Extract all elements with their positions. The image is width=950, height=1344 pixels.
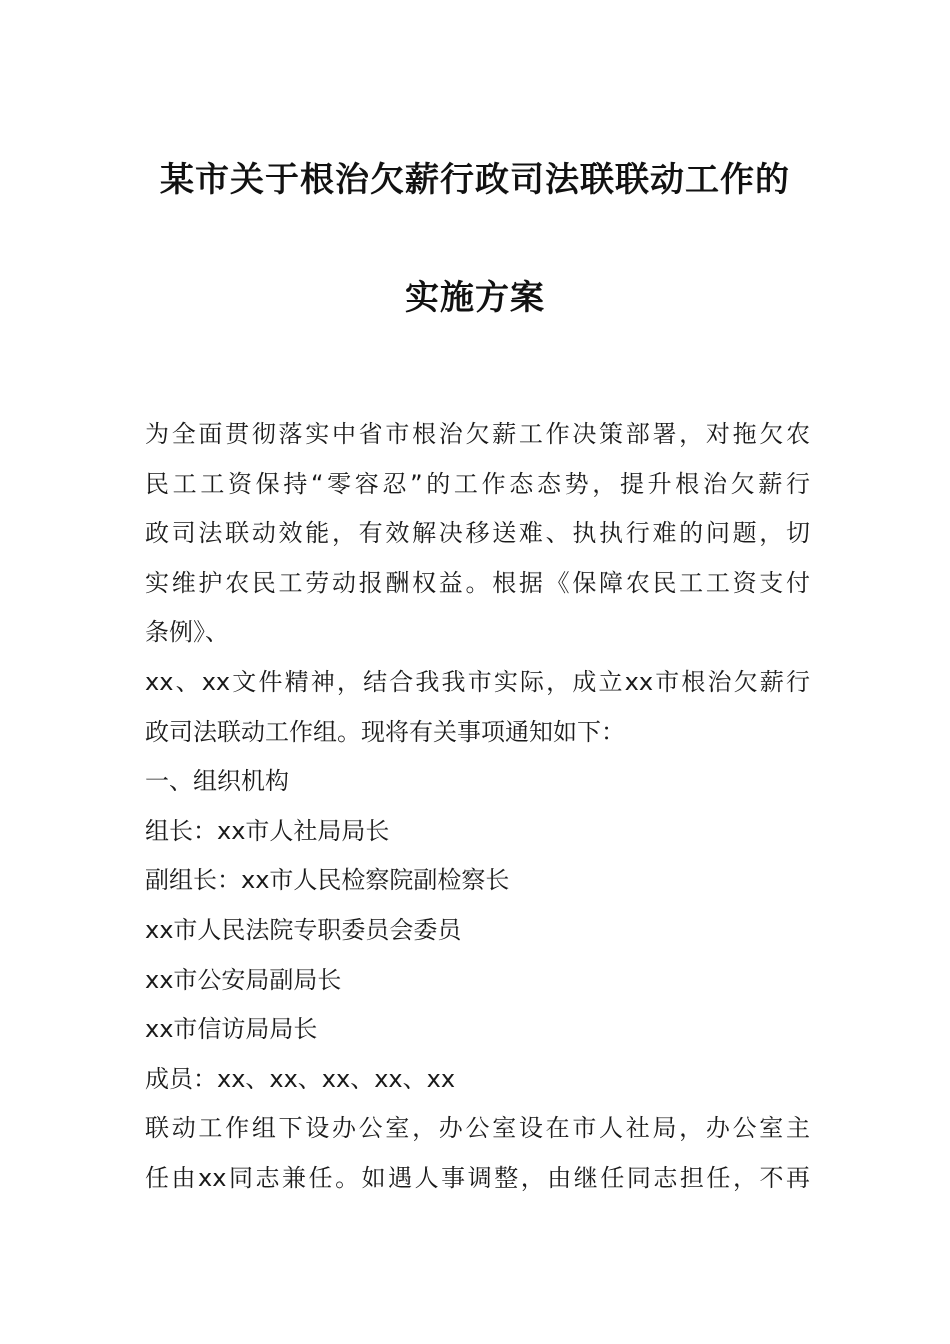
body-line: xx市公安局副局长: [145, 965, 342, 994]
body-line: xx、xx文件精神，结合我我市实际，成立xx市根治欠薪行: [145, 667, 810, 696]
body-line: 条例》、: [145, 618, 229, 647]
section-heading: 一、组织机构: [145, 767, 289, 796]
body-line: xx市人民法院专职委员会委员: [145, 915, 462, 944]
body-line: 民工工资保持“零容忍”的工作态态势，提升根治欠薪行: [145, 469, 810, 498]
body-line: 副组长：xx市人民检察院副检察长: [145, 866, 510, 895]
body-line: 政司法联动工作组。现将有关事项通知如下：: [145, 717, 625, 746]
body-line: 组长：xx市人社局局长: [145, 816, 390, 845]
body-line: 实维护农民工劳动报酬权益。根据《保障农民工工资支付: [145, 568, 810, 597]
body-line: 为全面贯彻落实中省市根治欠薪工作决策部署，对拖欠农: [145, 420, 810, 448]
document-body: [145, 410, 810, 1204]
body-line: 政司法联动效能，有效解决移送难、执执行难的问题，切: [145, 519, 810, 548]
body-line: xx市信访局局长: [145, 1015, 318, 1044]
document-title-line-1: 某市关于根治欠薪行政司法联联动工作的: [160, 160, 790, 200]
document-title-line-2: 实施方案: [405, 278, 545, 318]
body-line: 联动工作组下设办公室，办公室设在市人社局，办公室主: [145, 1114, 810, 1143]
body-line: 任由xx同志兼任。如遇人事调整，由继任同志担任，不再: [145, 1163, 810, 1192]
body-line: 成员：xx、xx、xx、xx、xx: [145, 1064, 456, 1093]
